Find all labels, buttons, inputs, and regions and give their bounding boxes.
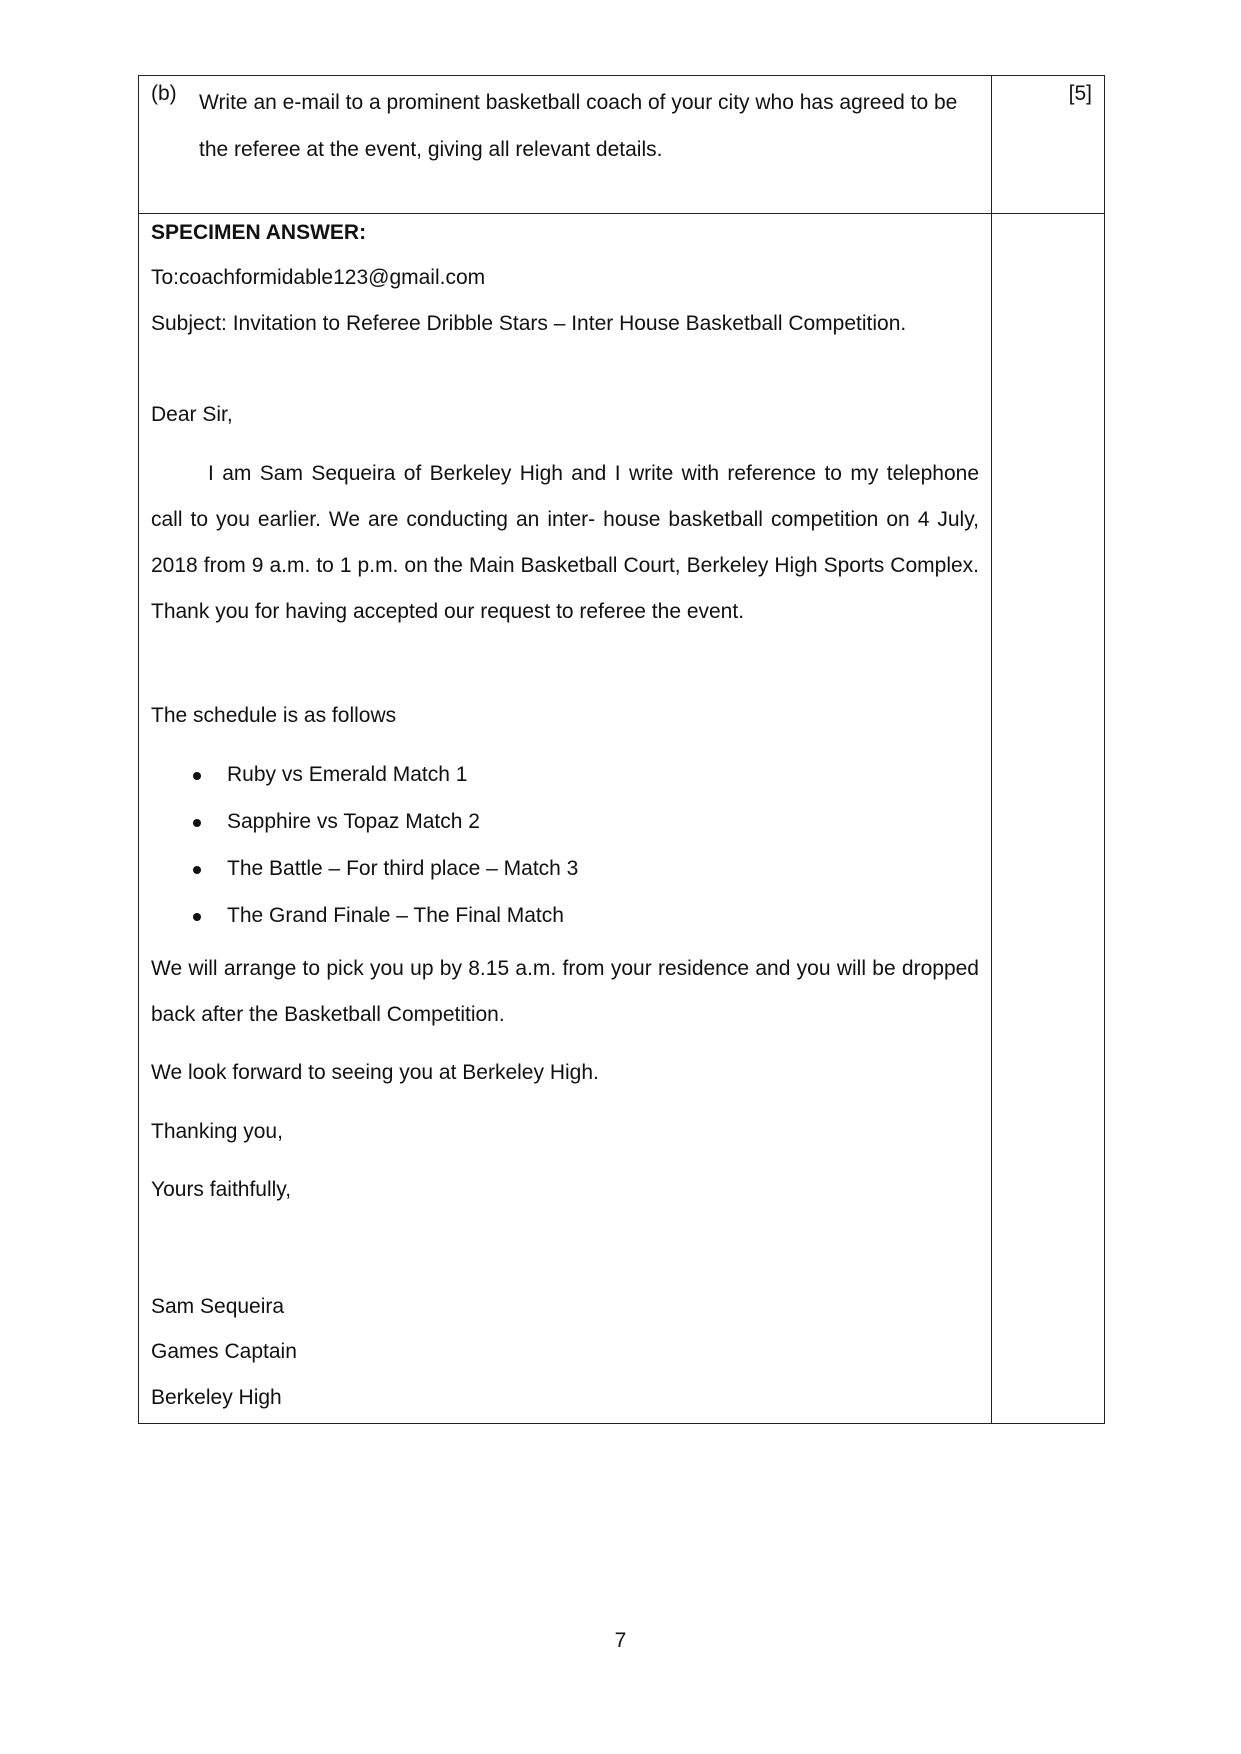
answer-heading: SPECIMEN ANSWER: [151,221,367,244]
question-table [138,75,1105,1424]
question-label: (b) [151,82,177,105]
list-item [151,901,979,948]
salutation: Dear Sir, [151,403,233,426]
schedule-item: Sapphire vs Topaz Match 2 [227,810,480,833]
page-number: 7 [614,1629,627,1652]
row-divider [139,213,1104,214]
body-paragraph: I am Sam Sequeira of Berkeley High and I write with reference to my telephone call to you earlier. We are conducting an inter- house basketball competition on 4 July, 2018 from 9 a.m. to 1 p.m. on the Main Basketball Court, Berkeley High Sports Complex. Thank you for having accepted our request to referee the event. [151,462,979,623]
pickup-paragraph: We will arrange to pick you up by 8.15 a.m. from your residence and you will be dropped back after the Basketball Competition. [151,957,979,1026]
list-item [151,807,979,854]
schedule-item: The Battle – For third place – Match 3 [227,857,579,880]
thanks-line: Thanking you, [151,1120,283,1143]
question-text: Write an e-mail to a prominent basketball coach of your city who has agreed to be the referee at the event, giving all relevant details. [199,91,958,161]
schedule-intro: The schedule is as follows [151,704,397,727]
bullet-icon [193,913,201,921]
email-to: To:coachformidable123@gmail.com [151,266,486,289]
look-forward-line: We look forward to seeing you at Berkeley High. [151,1061,599,1084]
closing-line: Yours faithfully, [151,1178,292,1201]
bullet-icon [193,866,201,874]
list-item [151,854,979,901]
email-subject: Subject: Invitation to Referee Dribble Stars – Inter House Basketball Competition. [151,312,907,335]
signature-name: Sam Sequeira [151,1295,285,1318]
schedule-list [151,760,979,948]
question-marks: [5] [1068,82,1092,105]
bullet-icon [193,772,201,780]
schedule-item: Ruby vs Emerald Match 1 [227,763,468,786]
signature-school: Berkeley High [151,1386,282,1409]
bullet-icon [193,819,201,827]
schedule-item: The Grand Finale – The Final Match [227,904,564,927]
list-item [151,760,979,807]
column-divider [991,76,992,1423]
signature-title: Games Captain [151,1340,297,1363]
